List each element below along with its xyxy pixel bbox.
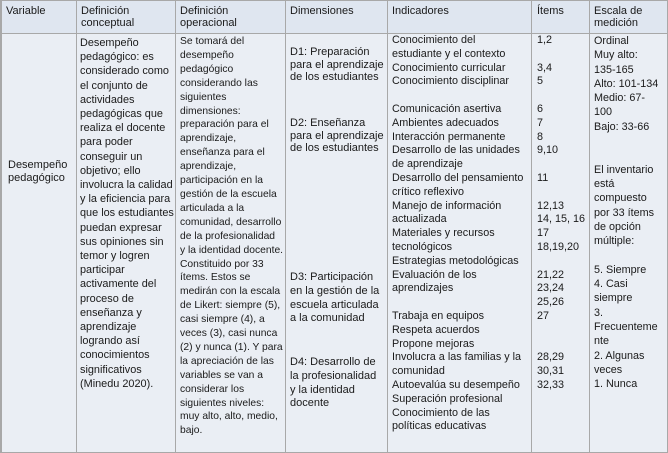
dimension-d3: D3: Participación en la gestión de la escuela articulada a la comunidad <box>290 271 380 325</box>
indicadores-list: Conocimiento del estudiante y el contexto Conocimiento curricular Conocimiento disciplinar Comunicación asertiva Ambientes adecuados Interacción permanente Desarrollo de las unidades de aprendizaje Desarrollo del pensamiento crítico reflexivo Manejo de información actualizada Materiales y recursos tecnológicos Estrategias metodológicas Evaluación de los aprendizajes Trabaja en equipos Respeta acuerdos Propone mejoras Involucra a las familias y la comunidad Autoevalúa su desempeño Superación profesional Conocimiento de las políticas educativas <box>392 34 524 433</box>
header-dimensiones: Dimensiones <box>290 5 354 17</box>
dimension-d4: D4: Desarrollo de la profesionalidad y la identidad docente <box>290 356 377 410</box>
definicion-operacional-text: Se tomará del desempeño pedagógico considerando las siguientes dimensiones: preparación para el aprendizaje, enseñanza para el aprendizaje, participación en la gestión de la escuela articulada a la comunidad, desarrollo de la profesionalidad y la identidad docente. Constituido por 33 ítems. Estos se medirán con la escala de Likert: siempre (5), casi siempre (4), a veces (3), casi nunca (2) y nunca (1). Y para la apreciación de las variables se van a considerar los siguientes niveles: muy alto, alto, medio, bajo. <box>180 36 284 437</box>
dimension-d2: D2: Enseñanza para el aprendizaje de los estudiantes <box>290 117 384 155</box>
header-escala: Escala de medición <box>594 5 643 30</box>
items-list: 1,2 3,4 5 6 7 8 9,10 11 12,13 14, 15, 16 17 18,19,20 21,22 23,24 25,26 27 28,29 30,31 32,33 <box>537 34 586 391</box>
column-divider <box>76 1 77 452</box>
column-divider <box>589 1 590 452</box>
column-divider <box>1 1 2 452</box>
dimension-d1: D1: Preparación para el aprendizaje de los estudiantes <box>290 46 384 84</box>
column-divider <box>387 1 388 452</box>
column-divider <box>175 1 176 452</box>
header-variable: Variable <box>6 5 46 17</box>
header-items: Ítems <box>537 5 564 17</box>
header-definicion-conceptual: Definición conceptual <box>81 5 135 30</box>
variable-name: Desempeño pedagógico <box>8 159 68 184</box>
escala-medicion-text: Ordinal Muy alto: 135-165 Alto: 101-134 Medio: 67- 100 Bajo: 33-66 El inventario está compuesto por 33 ítems de opción múltiple: 5. Siempre 4. Casi siempre 3. Frecuenteme nte 2. Algunas veces 1. Nunca <box>594 35 659 391</box>
header-definicion-operacional: Definición operacional <box>180 5 237 30</box>
column-divider <box>285 1 286 452</box>
header-indicadores: Indicadores <box>392 5 449 17</box>
column-divider <box>531 1 532 452</box>
definicion-conceptual-text: Desempeño pedagógico: es considerado como el conjunto de actividades pedagógicas que realiza el docente para poder conseguir un objetivo; ello involucra la calidad y la eficiencia para que los estudiantes puedan expresar sus opiniones sin temor y logren participar activamente del proceso de enseñanza y aprendizaje logrando así conocimientos significativos (Minedu 2020). <box>80 37 174 390</box>
